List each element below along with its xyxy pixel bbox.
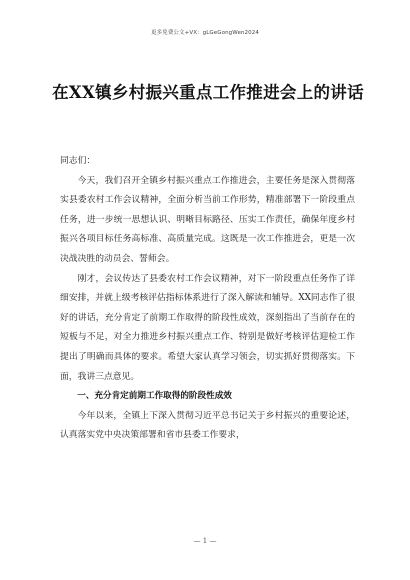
header-note: 更多免费公文+VX：gLGeGongWen2024 [151, 30, 259, 36]
section-heading-1: 一、充分肯定前期工作取得的阶段性成效 [77, 391, 232, 402]
document-title: 在XX镇乡村振兴重点工作推进会上的讲话 [52, 83, 364, 102]
page-number: — 1 — [193, 537, 217, 545]
section-paragraph-1: 今年以来，全镇上下深入贯彻习近平总书记关于乡村振兴的重要论述，认真落实党中央决策部署和省市县委工作要求， [60, 410, 355, 441]
paragraph-1: 今天，我们召开全镇乡村振兴重点工作推进会，主要任务是深入贯彻落实县委农村工作会议精神，全面分析当前工作形势，精准部署下一阶段重点任务，进一步统一思想认识、明晰目标路径、压实工作责任，确保年度乡村振兴各项目标任务高标准、高质量完成。这既是一次工作推进会，更是一次决战决胜的动员会、誓师会。 [60, 175, 355, 264]
paragraph-2: 刚才，会议传达了县委农村工作会议精神，对下一阶段重点任务作了详细安排，并就上级考核评估指标体系进行了深入解读和辅导。XX同志作了很好的讲话，充分肯定了前期工作取得的阶段性成效，深刻指出了当前存在的短板与不足，对全力推进乡村振兴重点工作、特别是做好考核评估迎检工作提出了明确而具体的要求。希望大家认真学习领会，切实抓好贯彻落实。下面，我讲三点意见。 [60, 273, 355, 382]
salutation: 同志们： [60, 156, 96, 166]
document-body [60, 152, 355, 446]
